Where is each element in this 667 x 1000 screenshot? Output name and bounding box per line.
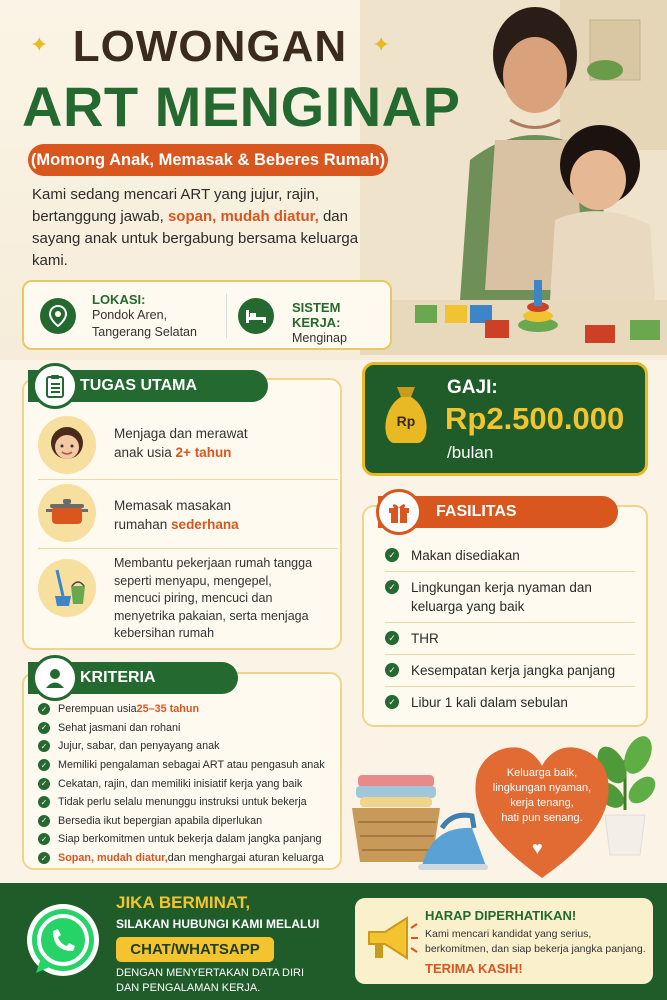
sparkle-icon: ✦ <box>372 32 391 57</box>
location-pin-icon <box>40 298 76 334</box>
criteria-text: Perempuan usia <box>58 703 137 716</box>
notice-line2: berkomitmen, dan siap bekerja jangka panjang. <box>425 943 646 955</box>
notice-line1: Kami mencari kandidat yang serius, <box>425 928 592 940</box>
criteria-item <box>38 737 348 756</box>
tasks-heading-text: TUGAS UTAMA <box>80 377 198 394</box>
heart-note-line: lingkungan nyaman, <box>492 782 592 794</box>
heart-note-line: Keluarga baik, <box>506 767 578 779</box>
salary-amount: Rp2.500.000 <box>445 401 625 436</box>
criteria-item <box>38 700 348 719</box>
task-item <box>38 555 338 645</box>
facility-item <box>385 540 635 572</box>
check-icon: ✓ <box>38 778 50 790</box>
facility-item <box>385 572 635 623</box>
criteria-heading-text: KRITERIA <box>80 669 156 686</box>
task-2-line2: rumahan <box>114 517 172 532</box>
intro-part1: Kami sedang mencari ART yang jujur, rajin, bertanggung jawab, <box>32 186 320 225</box>
subtitle-pill <box>28 144 388 176</box>
task-3-line4: menyetrika pakaian, serta menjaga <box>114 608 309 623</box>
work-system-label: SISTEM KERJA: <box>292 300 341 330</box>
criteria-list <box>38 700 348 867</box>
criteria-text: Siap berkomitmen untuk bekerja dalam jangka panjang <box>58 833 322 846</box>
notice-box <box>355 898 653 984</box>
check-icon: ✓ <box>38 703 50 715</box>
task-2-highlight: sederhana <box>171 517 239 532</box>
whatsapp-button[interactable] <box>116 937 274 962</box>
divider <box>38 479 338 480</box>
criteria-text: Memiliki pengalaman sebagai ART atau pengasuh anak <box>58 759 325 772</box>
heart-icon: ♥ <box>532 838 543 858</box>
task-3-line2: seperti menyapu, mengepel, <box>114 573 272 588</box>
location-line1: Pondok Aren, <box>92 308 168 322</box>
check-icon: ✓ <box>38 833 50 845</box>
location-line2: Tangerang Selatan <box>92 325 197 339</box>
salary-period: /bulan <box>447 443 494 462</box>
heart-note-line: kerja tenang, <box>510 797 574 809</box>
facilities-list <box>385 540 635 718</box>
task-3-line1: Membantu pekerjaan rumah tangga <box>114 556 313 570</box>
facility-item <box>385 655 635 687</box>
contact-line4: DAN PENGALAMAN KERJA. <box>116 982 261 994</box>
facilities-heading-text: FASILITAS <box>436 503 517 520</box>
check-icon: ✓ <box>38 722 50 734</box>
hero-photo <box>360 0 667 355</box>
facility-text: Kesempatan kerja jangka panjang <box>411 663 616 678</box>
cooking-pot-icon <box>38 484 96 542</box>
criteria-text: Jujur, sabar, dan penyayang anak <box>58 740 220 753</box>
divider <box>226 294 227 338</box>
user-icon <box>32 655 78 701</box>
gift-icon <box>376 489 422 535</box>
whatsapp-icon[interactable] <box>24 901 102 984</box>
task-item <box>38 484 338 544</box>
check-icon: ✓ <box>38 852 50 864</box>
sparkle-icon: ✦ <box>30 32 49 57</box>
contact-heading: JIKA BERMINAT, <box>116 893 251 912</box>
check-icon: ✓ <box>385 663 399 677</box>
task-3-line3: mencuci piring, mencuci dan <box>114 591 273 605</box>
check-icon: ✓ <box>385 580 399 594</box>
money-bag-label: Rp <box>396 413 416 429</box>
check-icon: ✓ <box>38 759 50 771</box>
contact-line3: DENGAN MENYERTAKAN DATA DIRI <box>116 967 305 979</box>
criteria-item <box>38 812 348 831</box>
intro-part2: dan sayang anak untuk bergabung bersama keluarga kami. <box>32 208 359 269</box>
intro-highlight: sopan, mudah diatur, <box>167 208 319 225</box>
facility-text: Libur 1 kali dalam sebulan <box>411 695 568 710</box>
criteria-item <box>38 719 348 738</box>
check-icon: ✓ <box>385 695 399 709</box>
task-3-line5: kebersihan rumah <box>114 626 215 640</box>
facility-text: THR <box>411 631 439 646</box>
money-bag-icon <box>379 383 433 452</box>
title-line1: LOWONGAN <box>72 22 348 71</box>
criteria-text: Tidak perlu selalu menunggu instruksi untuk bekerja <box>58 796 307 809</box>
criteria-highlight: Sopan, mudah diatur, <box>58 852 168 865</box>
notice-thanks: TERIMA KASIH! <box>425 961 523 976</box>
girl-face-icon <box>38 416 96 474</box>
intro-text <box>32 184 377 272</box>
check-icon: ✓ <box>38 796 50 808</box>
check-icon: ✓ <box>385 631 399 645</box>
facility-item <box>385 687 635 718</box>
heart-note <box>468 740 616 882</box>
criteria-item <box>38 793 348 812</box>
location-label: LOKASI: <box>92 292 146 307</box>
heart-note-line: hati pun senang. <box>501 812 583 824</box>
criteria-text: Bersedia ikut bepergian apabila diperlukan <box>58 814 263 827</box>
task-1-line1: Menjaga dan merawat <box>114 426 248 441</box>
work-system-value: Menginap <box>292 331 347 345</box>
location-info <box>92 292 197 341</box>
criteria-item <box>38 849 348 868</box>
location-box <box>22 280 392 350</box>
work-system-info <box>292 300 390 347</box>
broom-bucket-icon <box>38 559 96 617</box>
salary-label: GAJI: <box>447 377 498 398</box>
whatsapp-button-label: CHAT/WHATSAPP <box>130 941 260 958</box>
notice-title: HARAP DIPERHATIKAN! <box>425 908 577 923</box>
criteria-item <box>38 774 348 793</box>
task-1-line2: anak usia <box>114 445 176 460</box>
criteria-text: dan menghargai aturan keluarga <box>167 852 324 865</box>
facility-text: Makan disediakan <box>411 548 520 563</box>
criteria-item <box>38 756 348 775</box>
subtitle-text: (Momong Anak, Memasak & Beberes Rumah) <box>30 150 386 169</box>
title-line2: ART MENGINAP <box>22 75 461 138</box>
task-1-highlight: 2+ tahun <box>175 445 232 460</box>
criteria-text: Sehat jasmani dan rohani <box>58 721 181 734</box>
bed-icon <box>238 298 274 334</box>
criteria-text: Cekatan, rajin, dan memiliki inisiatif kerja yang baik <box>58 777 303 790</box>
megaphone-icon <box>363 912 419 971</box>
task-item <box>38 416 338 476</box>
facility-item <box>385 623 635 655</box>
criteria-highlight: 25–35 tahun <box>136 703 200 716</box>
heart-note-text <box>468 766 616 826</box>
clipboard-icon <box>32 363 78 409</box>
criteria-item <box>38 830 348 849</box>
task-2-line1: Memasak masakan <box>114 498 232 513</box>
facility-text: Lingkungan kerja nyaman dan keluarga yang baik <box>411 580 592 614</box>
divider <box>38 548 338 549</box>
check-icon: ✓ <box>38 815 50 827</box>
contact-line2: SILAKAN HUBUNGI KAMI MELALUI <box>116 917 320 931</box>
check-icon: ✓ <box>385 548 399 562</box>
salary-card <box>362 362 648 476</box>
check-icon: ✓ <box>38 740 50 752</box>
